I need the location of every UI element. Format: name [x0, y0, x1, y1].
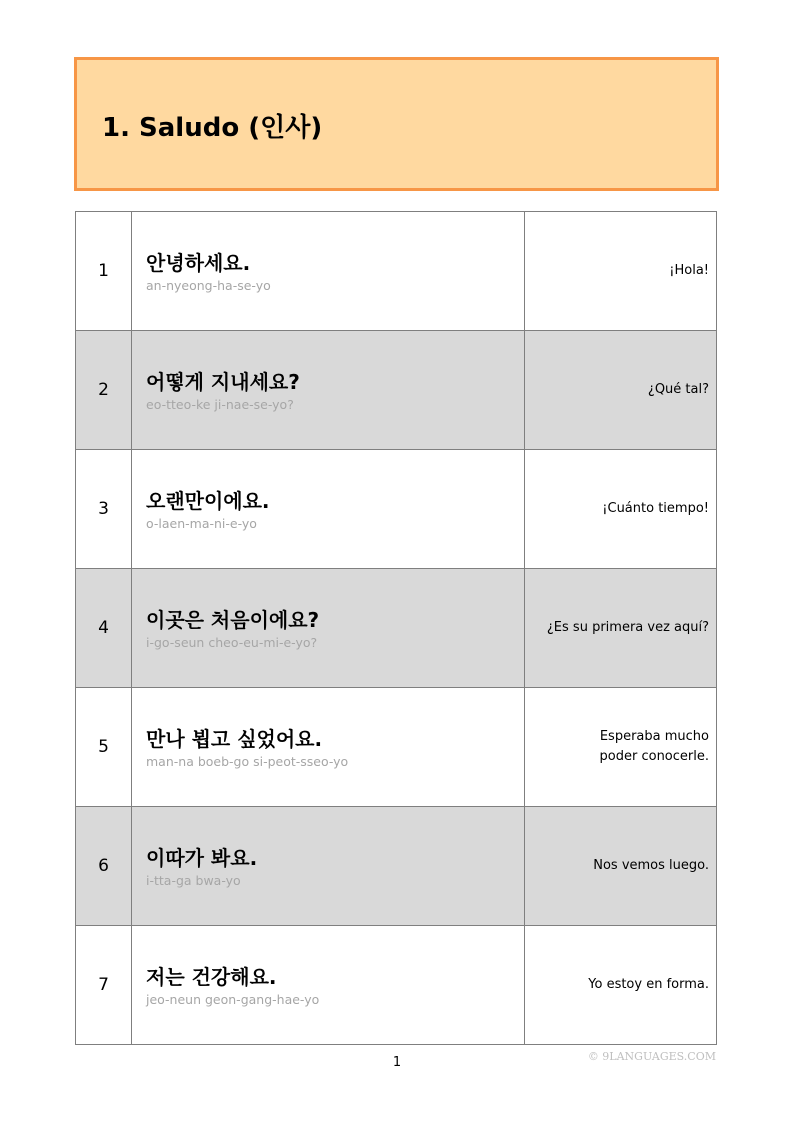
- table-row: [76, 331, 717, 450]
- spanish-translation: ¡Cuánto tiempo!: [525, 450, 717, 569]
- table-row: [76, 569, 717, 688]
- korean-cell: [132, 450, 525, 569]
- page-title: 1. Saludo (인사): [102, 113, 323, 143]
- row-number: 2: [76, 331, 132, 450]
- romanization: o-laen-ma-ni-e-yo: [146, 515, 257, 531]
- korean-cell: [132, 331, 525, 450]
- korean-phrase: 이곳은 처음이에요?: [146, 607, 320, 632]
- spanish-translation: Nos vemos luego.: [525, 807, 717, 926]
- row-number: 6: [76, 807, 132, 926]
- table-row: [76, 212, 717, 331]
- romanization: eo-tteo-ke ji-nae-se-yo?: [146, 396, 294, 412]
- romanization: an-nyeong-ha-se-yo: [146, 277, 271, 293]
- row-number: 1: [76, 212, 132, 331]
- korean-phrase: 안녕하세요.: [146, 250, 251, 275]
- korean-phrase: 오랜만이에요.: [146, 488, 270, 513]
- spanish-translation: Yo estoy en forma.: [525, 926, 717, 1045]
- row-number: 5: [76, 688, 132, 807]
- korean-cell: [132, 807, 525, 926]
- table-row: [76, 450, 717, 569]
- spanish-translation: ¿Qué tal?: [525, 331, 717, 450]
- copyright-notice: © 9LANGUAGES.COM: [587, 1050, 716, 1063]
- title-banner: [74, 57, 719, 191]
- korean-phrase: 만나 뵙고 싶었어요.: [146, 726, 323, 751]
- table-row: [76, 807, 717, 926]
- row-number: 4: [76, 569, 132, 688]
- korean-cell: [132, 688, 525, 807]
- spanish-translation: ¿Es su primera vez aquí?: [525, 569, 717, 688]
- romanization: i-go-seun cheo-eu-mi-e-yo?: [146, 634, 318, 650]
- row-number: 7: [76, 926, 132, 1045]
- korean-cell: [132, 569, 525, 688]
- row-number: 3: [76, 450, 132, 569]
- romanization: man-na boeb-go si-peot-sseo-yo: [146, 753, 349, 769]
- table-row: [76, 926, 717, 1045]
- spanish-text: Esperaba mucho poder conocerle.: [599, 729, 709, 764]
- page-number: 1: [392, 1055, 402, 1070]
- korean-phrase: 이따가 봐요.: [146, 845, 258, 870]
- korean-cell: [132, 926, 525, 1045]
- korean-phrase: 어떻게 지내세요?: [146, 369, 300, 394]
- table-row: [76, 688, 717, 807]
- korean-phrase: 저는 건강해요.: [146, 964, 277, 989]
- spanish-translation: ¡Hola!: [525, 212, 717, 331]
- spanish-translation: [525, 688, 717, 807]
- phrase-table: [75, 211, 717, 1045]
- romanization: jeo-neun geon-gang-hae-yo: [146, 991, 320, 1007]
- korean-cell: [132, 212, 525, 331]
- romanization: i-tta-ga bwa-yo: [146, 872, 241, 888]
